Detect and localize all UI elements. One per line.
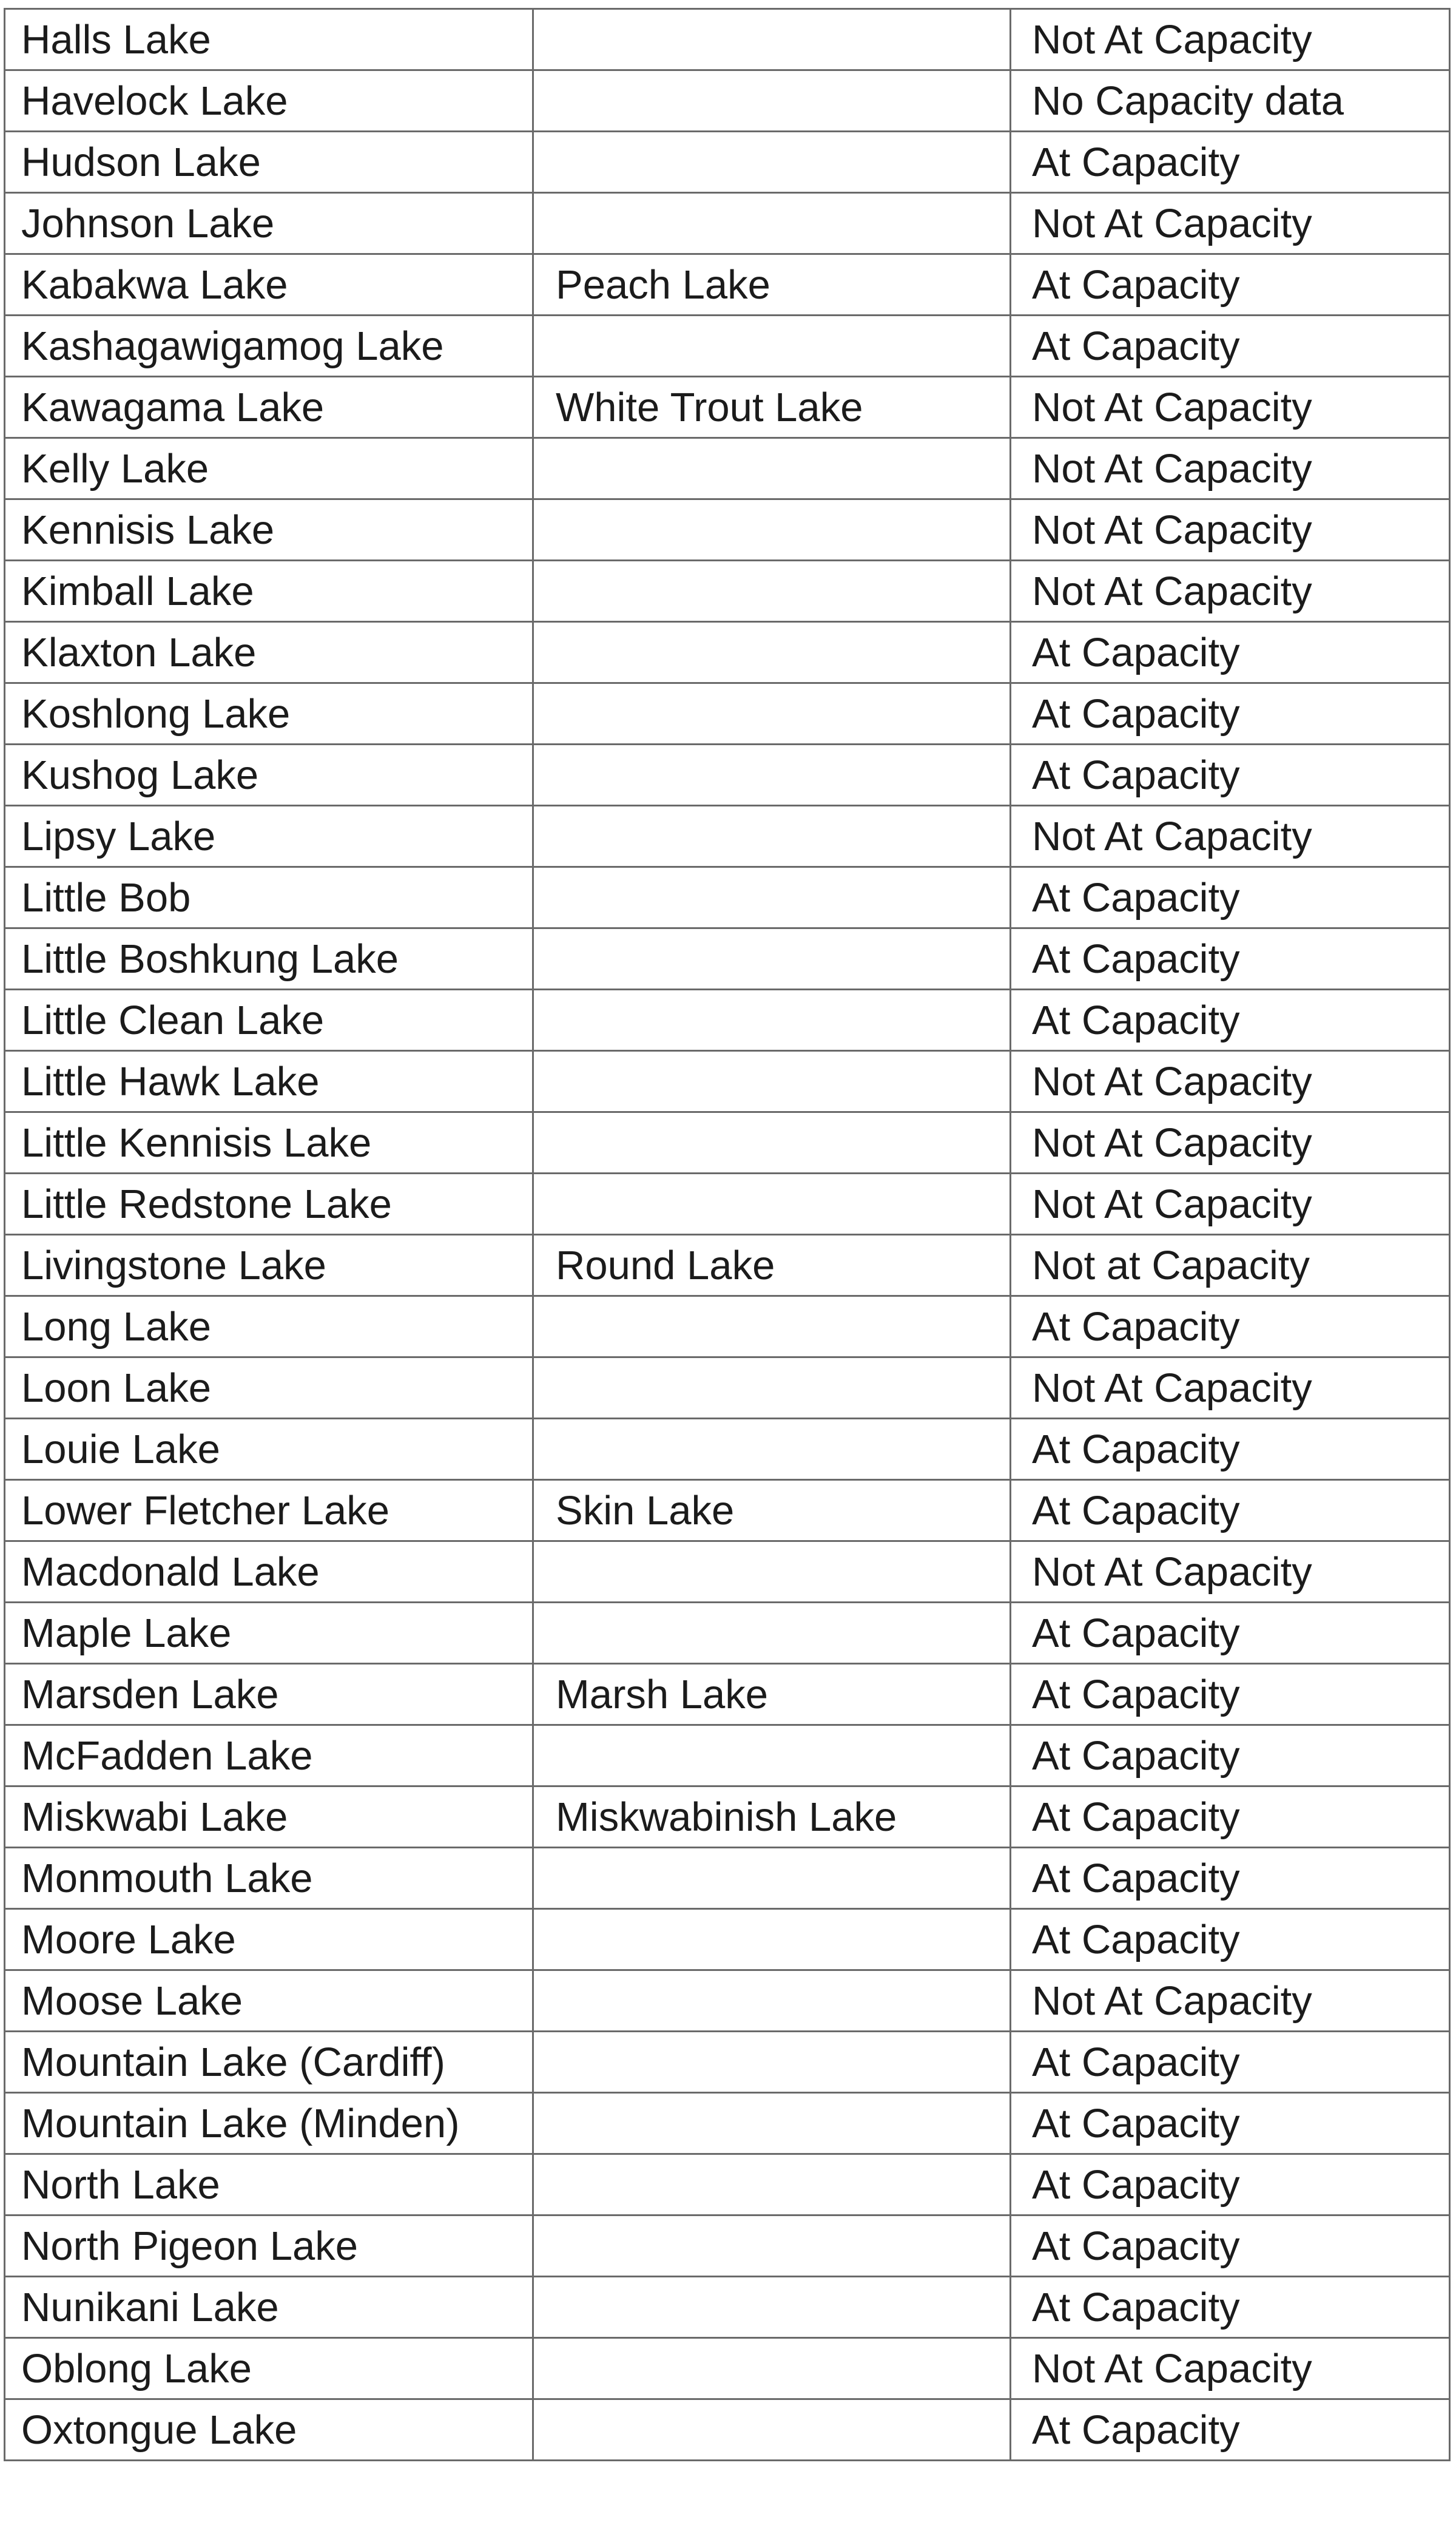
table-row — [5, 1970, 1450, 2032]
table-row — [5, 1419, 1450, 1480]
capacity-status-cell: At Capacity — [1011, 1664, 1450, 1725]
lake-name-cell: Kelly Lake — [5, 438, 533, 499]
alternate-name-cell — [533, 1112, 1011, 1174]
capacity-status-cell: At Capacity — [1011, 2399, 1450, 2461]
table-row — [5, 1112, 1450, 1174]
lake-name-cell: Nunikani Lake — [5, 2277, 533, 2338]
lake-name-cell: Long Lake — [5, 1296, 533, 1357]
alternate-name-cell — [533, 990, 1011, 1051]
capacity-status-cell: At Capacity — [1011, 1725, 1450, 1786]
table-row — [5, 1174, 1450, 1235]
table-row — [5, 1235, 1450, 1296]
table-row — [5, 745, 1450, 806]
table-row — [5, 1848, 1450, 1909]
capacity-status-cell: Not At Capacity — [1011, 438, 1450, 499]
table-row — [5, 2215, 1450, 2277]
alternate-name-cell — [533, 1174, 1011, 1235]
alternate-name-cell — [533, 1848, 1011, 1909]
lake-name-cell: North Lake — [5, 2154, 533, 2215]
table-row — [5, 254, 1450, 316]
table-row — [5, 683, 1450, 745]
lake-name-cell: Louie Lake — [5, 1419, 533, 1480]
table-row — [5, 2277, 1450, 2338]
lake-name-cell: Little Hawk Lake — [5, 1051, 533, 1112]
lake-name-cell: Maple Lake — [5, 1603, 533, 1664]
table-row — [5, 438, 1450, 499]
capacity-status-cell: No Capacity data — [1011, 70, 1450, 132]
capacity-status-cell: At Capacity — [1011, 2277, 1450, 2338]
lake-name-cell: Little Boshkung Lake — [5, 928, 533, 990]
capacity-status-cell: Not At Capacity — [1011, 193, 1450, 254]
alternate-name-cell — [533, 132, 1011, 193]
alternate-name-cell — [533, 2093, 1011, 2154]
table-row — [5, 1725, 1450, 1786]
table-row — [5, 1664, 1450, 1725]
lake-name-cell: Klaxton Lake — [5, 622, 533, 683]
alternate-name-cell — [533, 2277, 1011, 2338]
alternate-name-cell — [533, 1357, 1011, 1419]
table-row — [5, 2338, 1450, 2399]
alternate-name-cell — [533, 1725, 1011, 1786]
lake-name-cell: Marsden Lake — [5, 1664, 533, 1725]
capacity-status-cell: At Capacity — [1011, 1296, 1450, 1357]
capacity-status-cell: At Capacity — [1011, 867, 1450, 928]
alternate-name-cell — [533, 499, 1011, 561]
alternate-name-cell — [533, 683, 1011, 745]
table-row — [5, 2154, 1450, 2215]
alternate-name-cell — [533, 2338, 1011, 2399]
alternate-name-cell — [533, 193, 1011, 254]
table-row — [5, 1909, 1450, 1970]
table-row — [5, 2399, 1450, 2461]
table-row — [5, 193, 1450, 254]
lake-name-cell: Macdonald Lake — [5, 1541, 533, 1603]
lake-name-cell: Little Kennisis Lake — [5, 1112, 533, 1174]
alternate-name-cell — [533, 9, 1011, 70]
lake-name-cell: Kushog Lake — [5, 745, 533, 806]
alternate-name-cell — [533, 1603, 1011, 1664]
table-row — [5, 1786, 1450, 1848]
table-row — [5, 2093, 1450, 2154]
alternate-name-cell: Miskwabinish Lake — [533, 1786, 1011, 1848]
lake-name-cell: Havelock Lake — [5, 70, 533, 132]
capacity-status-cell: Not at Capacity — [1011, 1235, 1450, 1296]
capacity-status-cell: Not At Capacity — [1011, 1051, 1450, 1112]
table-row — [5, 132, 1450, 193]
table-row — [5, 1480, 1450, 1541]
lake-name-cell: Mountain Lake (Minden) — [5, 2093, 533, 2154]
table-row — [5, 9, 1450, 70]
capacity-status-cell: At Capacity — [1011, 622, 1450, 683]
capacity-status-cell: At Capacity — [1011, 745, 1450, 806]
alternate-name-cell — [533, 70, 1011, 132]
lake-name-cell: Kawagama Lake — [5, 377, 533, 438]
alternate-name-cell — [533, 2399, 1011, 2461]
lake-name-cell: Oxtongue Lake — [5, 2399, 533, 2461]
lake-capacity-table — [4, 8, 1451, 2461]
table-row — [5, 561, 1450, 622]
capacity-status-cell: Not At Capacity — [1011, 2338, 1450, 2399]
capacity-status-cell: At Capacity — [1011, 132, 1450, 193]
lake-name-cell: Monmouth Lake — [5, 1848, 533, 1909]
alternate-name-cell — [533, 622, 1011, 683]
alternate-name-cell — [533, 806, 1011, 867]
table-row — [5, 70, 1450, 132]
capacity-status-cell: At Capacity — [1011, 2154, 1450, 2215]
lake-name-cell: Little Redstone Lake — [5, 1174, 533, 1235]
capacity-status-cell: Not At Capacity — [1011, 377, 1450, 438]
lake-name-cell: Hudson Lake — [5, 132, 533, 193]
lake-name-cell: Kennisis Lake — [5, 499, 533, 561]
lake-name-cell: Koshlong Lake — [5, 683, 533, 745]
capacity-status-cell: At Capacity — [1011, 928, 1450, 990]
lake-name-cell: Loon Lake — [5, 1357, 533, 1419]
lake-name-cell: Oblong Lake — [5, 2338, 533, 2399]
alternate-name-cell — [533, 1419, 1011, 1480]
lake-name-cell: Livingstone Lake — [5, 1235, 533, 1296]
alternate-name-cell — [533, 2215, 1011, 2277]
table-row — [5, 377, 1450, 438]
capacity-status-cell: Not At Capacity — [1011, 1112, 1450, 1174]
capacity-status-cell: At Capacity — [1011, 2032, 1450, 2093]
lake-name-cell: Moose Lake — [5, 1970, 533, 2032]
capacity-status-cell: At Capacity — [1011, 2093, 1450, 2154]
alternate-name-cell — [533, 1051, 1011, 1112]
lake-name-cell: Moore Lake — [5, 1909, 533, 1970]
capacity-status-cell: At Capacity — [1011, 1786, 1450, 1848]
alternate-name-cell: White Trout Lake — [533, 377, 1011, 438]
capacity-status-cell: Not At Capacity — [1011, 806, 1450, 867]
capacity-status-cell: At Capacity — [1011, 1419, 1450, 1480]
alternate-name-cell — [533, 438, 1011, 499]
alternate-name-cell — [533, 2154, 1011, 2215]
lake-name-cell: Little Clean Lake — [5, 990, 533, 1051]
capacity-status-cell: At Capacity — [1011, 1848, 1450, 1909]
alternate-name-cell — [533, 1296, 1011, 1357]
capacity-status-cell: At Capacity — [1011, 2215, 1450, 2277]
lake-name-cell: McFadden Lake — [5, 1725, 533, 1786]
lake-name-cell: Kabakwa Lake — [5, 254, 533, 316]
alternate-name-cell — [533, 928, 1011, 990]
table-row — [5, 928, 1450, 990]
alternate-name-cell: Skin Lake — [533, 1480, 1011, 1541]
table-row — [5, 1603, 1450, 1664]
table-row — [5, 990, 1450, 1051]
table-row — [5, 1357, 1450, 1419]
capacity-status-cell: At Capacity — [1011, 990, 1450, 1051]
table-row — [5, 1541, 1450, 1603]
capacity-status-cell: Not At Capacity — [1011, 499, 1450, 561]
alternate-name-cell — [533, 745, 1011, 806]
lake-name-cell: Johnson Lake — [5, 193, 533, 254]
capacity-status-cell: At Capacity — [1011, 683, 1450, 745]
lake-name-cell: Kimball Lake — [5, 561, 533, 622]
capacity-status-cell: At Capacity — [1011, 1603, 1450, 1664]
lake-name-cell: Lower Fletcher Lake — [5, 1480, 533, 1541]
lake-capacity-table-body — [5, 9, 1450, 2461]
lake-name-cell: Mountain Lake (Cardiff) — [5, 2032, 533, 2093]
table-row — [5, 316, 1450, 377]
capacity-status-cell: Not At Capacity — [1011, 9, 1450, 70]
table-row — [5, 2032, 1450, 2093]
capacity-status-cell: Not At Capacity — [1011, 561, 1450, 622]
table-row — [5, 867, 1450, 928]
alternate-name-cell — [533, 867, 1011, 928]
capacity-status-cell: At Capacity — [1011, 316, 1450, 377]
capacity-status-cell: Not At Capacity — [1011, 1357, 1450, 1419]
lake-name-cell: Lipsy Lake — [5, 806, 533, 867]
lake-name-cell: North Pigeon Lake — [5, 2215, 533, 2277]
table-row — [5, 1296, 1450, 1357]
lake-name-cell: Kashagawigamog Lake — [5, 316, 533, 377]
alternate-name-cell: Peach Lake — [533, 254, 1011, 316]
lake-name-cell: Miskwabi Lake — [5, 1786, 533, 1848]
capacity-status-cell: Not At Capacity — [1011, 1174, 1450, 1235]
alternate-name-cell — [533, 2032, 1011, 2093]
table-row — [5, 1051, 1450, 1112]
alternate-name-cell — [533, 316, 1011, 377]
capacity-status-cell: At Capacity — [1011, 1909, 1450, 1970]
alternate-name-cell — [533, 1909, 1011, 1970]
table-row — [5, 499, 1450, 561]
table-row — [5, 806, 1450, 867]
alternate-name-cell — [533, 561, 1011, 622]
alternate-name-cell: Round Lake — [533, 1235, 1011, 1296]
alternate-name-cell — [533, 1541, 1011, 1603]
lake-name-cell: Little Bob — [5, 867, 533, 928]
capacity-status-cell: Not At Capacity — [1011, 1541, 1450, 1603]
capacity-status-cell: At Capacity — [1011, 1480, 1450, 1541]
capacity-status-cell: At Capacity — [1011, 254, 1450, 316]
alternate-name-cell — [533, 1970, 1011, 2032]
alternate-name-cell: Marsh Lake — [533, 1664, 1011, 1725]
lake-name-cell: Halls Lake — [5, 9, 533, 70]
table-row — [5, 622, 1450, 683]
capacity-status-cell: Not At Capacity — [1011, 1970, 1450, 2032]
